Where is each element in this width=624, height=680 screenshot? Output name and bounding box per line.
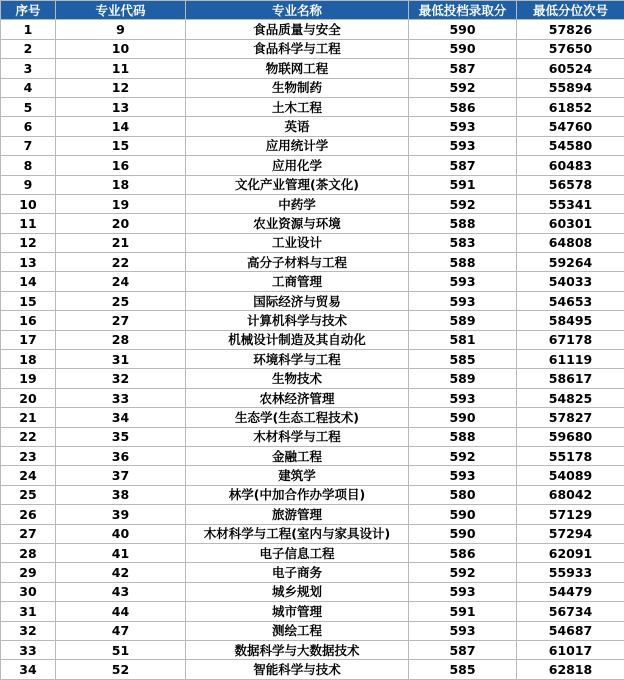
serial-number-cell: 27: [1, 524, 56, 543]
min-score-cell: 589: [409, 311, 517, 330]
serial-number-cell: 21: [1, 408, 56, 427]
major-code-cell: 13: [56, 97, 186, 116]
major-name-cell: 林学(中加合作办学项目): [186, 485, 409, 504]
major-name-cell: 农林经济管理: [186, 388, 409, 407]
min-score-cell: 592: [409, 78, 517, 97]
major-name-cell: 生物技术: [186, 369, 409, 388]
table-row: [1, 543, 624, 562]
min-rank-cell: 54580: [517, 136, 624, 155]
major-name-cell: 生态学(生态工程技术): [186, 408, 409, 427]
table-row: [1, 427, 624, 446]
min-rank-cell: 54760: [517, 117, 624, 136]
major-name-cell: 国际经济与贸易: [186, 291, 409, 310]
min-score-cell: 588: [409, 427, 517, 446]
major-name-cell: 木材科学与工程: [186, 427, 409, 446]
serial-number-cell: 4: [1, 78, 56, 97]
min-rank-cell: 54653: [517, 291, 624, 310]
table-row: [1, 156, 624, 175]
major-code-cell: 19: [56, 194, 186, 213]
min-rank-cell: 60483: [517, 156, 624, 175]
table-row: [1, 330, 624, 349]
min-score-cell: 587: [409, 156, 517, 175]
major-name-cell: 工商管理: [186, 272, 409, 291]
major-code-cell: 31: [56, 350, 186, 369]
min-rank-cell: 57826: [517, 20, 624, 39]
header-major-code: 专业代码: [56, 1, 186, 20]
min-score-cell: 593: [409, 117, 517, 136]
min-score-cell: 590: [409, 20, 517, 39]
major-code-cell: 27: [56, 311, 186, 330]
table-row: [1, 272, 624, 291]
serial-number-cell: 17: [1, 330, 56, 349]
major-name-cell: 金融工程: [186, 446, 409, 465]
major-name-cell: 英语: [186, 117, 409, 136]
major-name-cell: 食品科学与工程: [186, 39, 409, 58]
serial-number-cell: 8: [1, 156, 56, 175]
serial-number-cell: 32: [1, 621, 56, 640]
serial-number-cell: 29: [1, 563, 56, 582]
table-row: [1, 369, 624, 388]
major-name-cell: 应用统计学: [186, 136, 409, 155]
major-code-cell: 28: [56, 330, 186, 349]
table-row: [1, 505, 624, 524]
major-name-cell: 文化产业管理(茶文化): [186, 175, 409, 194]
major-code-cell: 15: [56, 136, 186, 155]
table-row: [1, 97, 624, 116]
major-code-cell: 37: [56, 466, 186, 485]
major-name-cell: 电子信息工程: [186, 543, 409, 562]
major-code-cell: 20: [56, 214, 186, 233]
min-rank-cell: 59680: [517, 427, 624, 446]
min-score-cell: 593: [409, 388, 517, 407]
min-score-cell: 583: [409, 233, 517, 252]
major-code-cell: 38: [56, 485, 186, 504]
major-code-cell: 34: [56, 408, 186, 427]
min-score-cell: 590: [409, 505, 517, 524]
major-code-cell: 41: [56, 543, 186, 562]
min-rank-cell: 54479: [517, 582, 624, 601]
serial-number-cell: 15: [1, 291, 56, 310]
major-name-cell: 生物制药: [186, 78, 409, 97]
min-score-cell: 588: [409, 253, 517, 272]
min-score-cell: 593: [409, 291, 517, 310]
major-name-cell: 高分子材料与工程: [186, 253, 409, 272]
header-min-score: 最低投档录取分: [409, 1, 517, 20]
min-rank-cell: 55178: [517, 446, 624, 465]
table-row: [1, 59, 624, 78]
table-row: [1, 640, 624, 659]
table-row: [1, 350, 624, 369]
min-rank-cell: 61852: [517, 97, 624, 116]
major-name-cell: 测绘工程: [186, 621, 409, 640]
serial-number-cell: 16: [1, 311, 56, 330]
min-score-cell: 592: [409, 446, 517, 465]
major-name-cell: 计算机科学与技术: [186, 311, 409, 330]
min-score-cell: 585: [409, 660, 517, 679]
table-row: [1, 136, 624, 155]
major-name-cell: 建筑学: [186, 466, 409, 485]
min-rank-cell: 54033: [517, 272, 624, 291]
table-body: [1, 20, 624, 679]
min-rank-cell: 56734: [517, 602, 624, 621]
serial-number-cell: 12: [1, 233, 56, 252]
table-row: [1, 621, 624, 640]
major-code-cell: 52: [56, 660, 186, 679]
major-code-cell: 18: [56, 175, 186, 194]
min-score-cell: 590: [409, 39, 517, 58]
min-score-cell: 585: [409, 350, 517, 369]
header-serial-number: 序号: [1, 1, 56, 20]
major-code-cell: 39: [56, 505, 186, 524]
min-score-cell: 586: [409, 543, 517, 562]
major-code-cell: 33: [56, 388, 186, 407]
min-rank-cell: 62091: [517, 543, 624, 562]
serial-number-cell: 9: [1, 175, 56, 194]
min-score-cell: 580: [409, 485, 517, 504]
min-rank-cell: 57827: [517, 408, 624, 427]
major-code-cell: 47: [56, 621, 186, 640]
table-row: [1, 78, 624, 97]
min-score-cell: 593: [409, 466, 517, 485]
serial-number-cell: 14: [1, 272, 56, 291]
serial-number-cell: 2: [1, 39, 56, 58]
min-score-cell: 586: [409, 97, 517, 116]
min-rank-cell: 55341: [517, 194, 624, 213]
min-score-cell: 593: [409, 136, 517, 155]
min-score-cell: 593: [409, 272, 517, 291]
min-rank-cell: 68042: [517, 485, 624, 504]
table-row: [1, 39, 624, 58]
serial-number-cell: 28: [1, 543, 56, 562]
serial-number-cell: 13: [1, 253, 56, 272]
major-code-cell: 35: [56, 427, 186, 446]
major-name-cell: 农业资源与环境: [186, 214, 409, 233]
min-score-cell: 589: [409, 369, 517, 388]
table-row: [1, 660, 624, 679]
major-name-cell: 土木工程: [186, 97, 409, 116]
major-name-cell: 智能科学与技术: [186, 660, 409, 679]
serial-number-cell: 5: [1, 97, 56, 116]
major-name-cell: 中药学: [186, 194, 409, 213]
major-code-cell: 44: [56, 602, 186, 621]
major-code-cell: 51: [56, 640, 186, 659]
min-score-cell: 587: [409, 640, 517, 659]
table-row: [1, 214, 624, 233]
min-rank-cell: 62818: [517, 660, 624, 679]
serial-number-cell: 34: [1, 660, 56, 679]
min-rank-cell: 61119: [517, 350, 624, 369]
major-name-cell: 应用化学: [186, 156, 409, 175]
table-row: [1, 446, 624, 465]
serial-number-cell: 23: [1, 446, 56, 465]
serial-number-cell: 1: [1, 20, 56, 39]
min-rank-cell: 57129: [517, 505, 624, 524]
serial-number-cell: 31: [1, 602, 56, 621]
min-rank-cell: 58617: [517, 369, 624, 388]
serial-number-cell: 10: [1, 194, 56, 213]
major-name-cell: 物联网工程: [186, 59, 409, 78]
table-row: [1, 117, 624, 136]
min-score-cell: 593: [409, 621, 517, 640]
major-code-cell: 40: [56, 524, 186, 543]
min-rank-cell: 57650: [517, 39, 624, 58]
table-row: [1, 388, 624, 407]
serial-number-cell: 24: [1, 466, 56, 485]
table-row: [1, 602, 624, 621]
min-rank-cell: 54089: [517, 466, 624, 485]
min-score-cell: 588: [409, 214, 517, 233]
serial-number-cell: 25: [1, 485, 56, 504]
table-row: [1, 408, 624, 427]
table-row: [1, 253, 624, 272]
table-row: [1, 311, 624, 330]
serial-number-cell: 33: [1, 640, 56, 659]
serial-number-cell: 6: [1, 117, 56, 136]
min-rank-cell: 54687: [517, 621, 624, 640]
table-row: [1, 485, 624, 504]
table-row: [1, 194, 624, 213]
min-rank-cell: 64808: [517, 233, 624, 252]
major-code-cell: 9: [56, 20, 186, 39]
major-name-cell: 数据科学与大数据技术: [186, 640, 409, 659]
major-code-cell: 21: [56, 233, 186, 252]
table-row: [1, 466, 624, 485]
major-code-cell: 14: [56, 117, 186, 136]
min-score-cell: 581: [409, 330, 517, 349]
min-rank-cell: 59264: [517, 253, 624, 272]
major-code-cell: 42: [56, 563, 186, 582]
serial-number-cell: 11: [1, 214, 56, 233]
major-code-cell: 36: [56, 446, 186, 465]
min-score-cell: 590: [409, 524, 517, 543]
major-name-cell: 城市管理: [186, 602, 409, 621]
min-score-cell: 587: [409, 59, 517, 78]
serial-number-cell: 26: [1, 505, 56, 524]
table-row: [1, 291, 624, 310]
min-score-cell: 590: [409, 408, 517, 427]
major-code-cell: 25: [56, 291, 186, 310]
min-rank-cell: 57294: [517, 524, 624, 543]
major-code-cell: 24: [56, 272, 186, 291]
min-rank-cell: 55933: [517, 563, 624, 582]
major-name-cell: 环境科学与工程: [186, 350, 409, 369]
major-name-cell: 电子商务: [186, 563, 409, 582]
min-rank-cell: 54825: [517, 388, 624, 407]
min-score-cell: 593: [409, 582, 517, 601]
min-rank-cell: 58495: [517, 311, 624, 330]
min-score-cell: 591: [409, 175, 517, 194]
table-row: [1, 563, 624, 582]
min-rank-cell: 60301: [517, 214, 624, 233]
serial-number-cell: 20: [1, 388, 56, 407]
serial-number-cell: 7: [1, 136, 56, 155]
major-name-cell: 工业设计: [186, 233, 409, 252]
table-row: [1, 524, 624, 543]
major-name-cell: 机械设计制造及其自动化: [186, 330, 409, 349]
major-code-cell: 22: [56, 253, 186, 272]
min-score-cell: 591: [409, 602, 517, 621]
header-min-rank: 最低分位次号: [517, 1, 624, 20]
min-rank-cell: 67178: [517, 330, 624, 349]
serial-number-cell: 18: [1, 350, 56, 369]
major-name-cell: 木材科学与工程(室内与家具设计): [186, 524, 409, 543]
min-score-cell: 592: [409, 194, 517, 213]
major-code-cell: 11: [56, 59, 186, 78]
min-rank-cell: 56578: [517, 175, 624, 194]
min-score-cell: 592: [409, 563, 517, 582]
major-name-cell: 食品质量与安全: [186, 20, 409, 39]
header-major-name: 专业名称: [186, 1, 409, 20]
min-rank-cell: 61017: [517, 640, 624, 659]
header-row: [1, 1, 624, 20]
major-code-cell: 16: [56, 156, 186, 175]
serial-number-cell: 30: [1, 582, 56, 601]
major-code-cell: 12: [56, 78, 186, 97]
serial-number-cell: 3: [1, 59, 56, 78]
major-code-cell: 43: [56, 582, 186, 601]
major-name-cell: 旅游管理: [186, 505, 409, 524]
min-rank-cell: 60524: [517, 59, 624, 78]
major-name-cell: 城乡规划: [186, 582, 409, 601]
major-code-cell: 32: [56, 369, 186, 388]
table-row: [1, 582, 624, 601]
table-row: [1, 233, 624, 252]
major-code-cell: 10: [56, 39, 186, 58]
serial-number-cell: 22: [1, 427, 56, 446]
table-row: [1, 175, 624, 194]
min-rank-cell: 55894: [517, 78, 624, 97]
serial-number-cell: 19: [1, 369, 56, 388]
table-row: [1, 20, 624, 39]
